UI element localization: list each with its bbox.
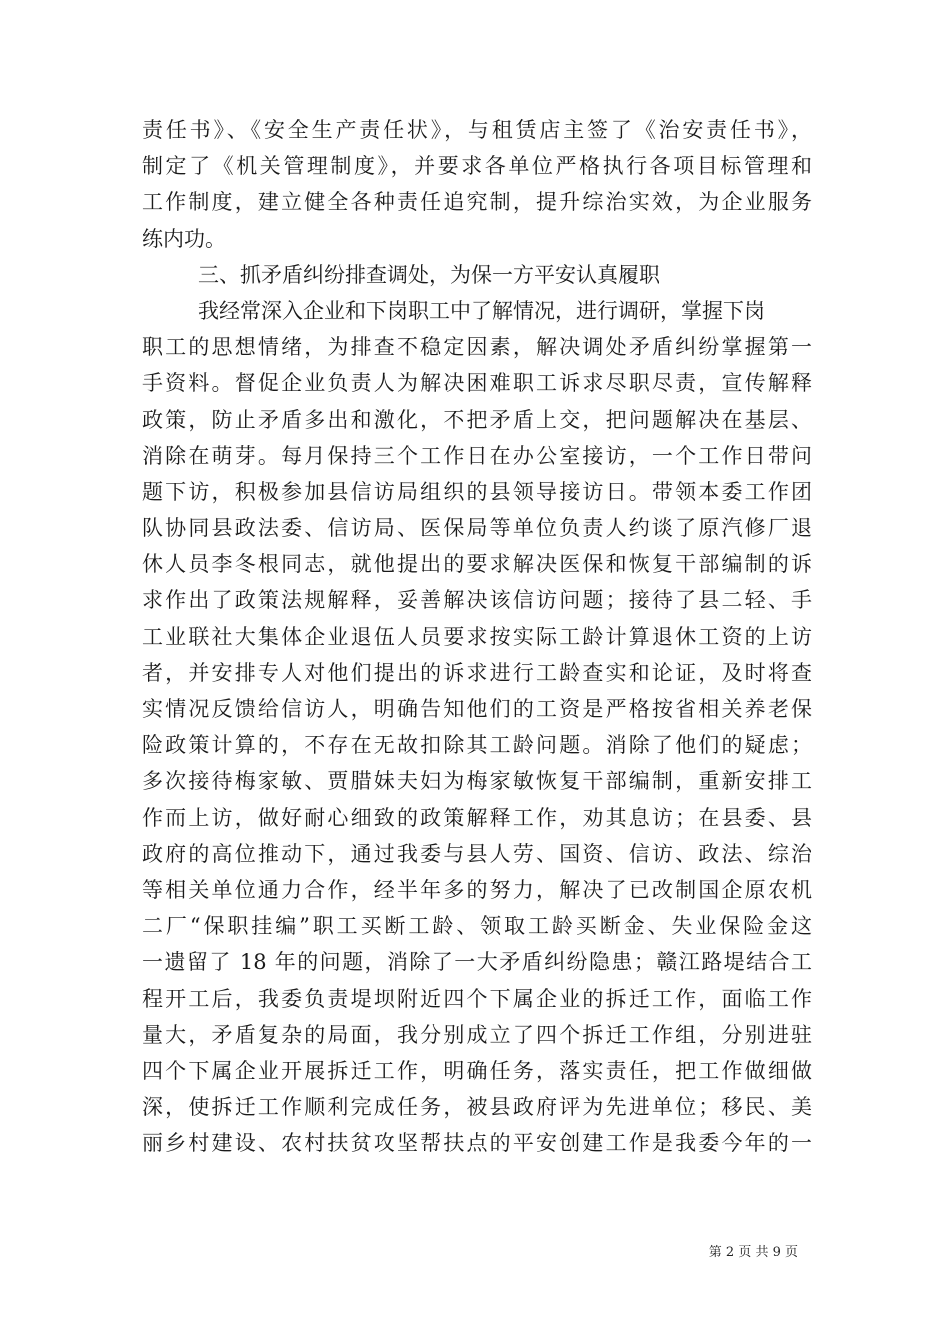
text-line: 二厂“保职挂编”职工买断工龄、领取工龄买断金、失业保险金这 xyxy=(142,914,812,939)
text-line: 程开工后，我委负责堤坝附近四个下属企业的拆迁工作，面临工作 xyxy=(142,986,812,1011)
text-line: 题下访，积极参加县信访局组织的县领导接访日。带领本委工作团 xyxy=(142,479,812,504)
text-line: 工作制度，建立健全各种责任追究制，提升综治实效，为企业服务 xyxy=(142,190,812,215)
text-line: 深，使拆迁工作顺利完成任务，被县政府评为先进单位；移民、美 xyxy=(142,1095,812,1120)
text-line: 练内功。 xyxy=(142,226,226,251)
text-line: 求作出了政策法规解释，妥善解决该信访问题；接待了县二轻、手 xyxy=(142,588,812,613)
text-line: 多次接待梅家敏、贾腊妹夫妇为梅家敏恢复干部编制，重新安排工 xyxy=(142,769,812,794)
text-line: 等相关单位通力合作，经半年多的努力，解决了已改制国企原农机 xyxy=(142,877,812,902)
text-line: 作而上访，做好耐心细致的政策解释工作，劝其息访；在县委、县 xyxy=(142,805,812,830)
text-line: 我经常深入企业和下岗职工中了解情况，进行调研，掌握下岗 xyxy=(198,298,765,323)
text-line: 消除在萌芽。每月保持三个工作日在办公室接访，一个工作日带问 xyxy=(142,443,812,468)
text-line: 工业联社大集体企业退伍人员要求按实际工龄计算退休工资的上访 xyxy=(142,624,812,649)
text-line: 休人员李冬根同志，就他提出的要求解决医保和恢复干部编制的诉 xyxy=(142,552,812,577)
text-line: 政策，防止矛盾多出和激化，不把矛盾上交，把问题解决在基层、 xyxy=(142,407,812,432)
text-line: 量大，矛盾复杂的局面，我分别成立了四个拆迁工作组，分别进驻 xyxy=(142,1022,812,1047)
text-line: 实情况反馈给信访人，明确告知他们的工资是严格按省相关养老保 xyxy=(142,697,812,721)
text-line: 职工的思想情绪，为排查不稳定因素，解决调处矛盾纠纷掌握第一 xyxy=(142,335,812,360)
text-line: 者，并安排专人对他们提出的诉求进行工龄查实和论证，及时将查 xyxy=(142,660,812,685)
section-heading: 三、抓矛盾纠纷排查调处，为保一方平安认真履职 xyxy=(198,262,660,287)
text-line: 队协同县政法委、信访局、医保局等单位负责人约谈了原汽修厂退 xyxy=(142,516,812,541)
text-line: 丽乡村建设、农村扶贫攻坚帮扶点的平安创建工作是我委今年的一 xyxy=(142,1131,812,1156)
text-line: 政府的高位推动下，通过我委与县人劳、国资、信访、政法、综治 xyxy=(142,841,812,866)
text-line: 手资料。督促企业负责人为解决困难职工诉求尽职尽责，宣传解释 xyxy=(142,371,812,396)
text-line: 责任书》、《安全生产责任状》，与租赁店主签了《治安责任书》， xyxy=(142,118,812,142)
text-line: 制定了《机关管理制度》，并要求各单位严格执行各项目标管理和 xyxy=(142,154,812,179)
page-number: 第 2 页 共 9 页 xyxy=(708,1245,798,1260)
text-line: 一遗留了 18 年的问题，消除了一大矛盾纠纷隐患；赣江路堤结合工 xyxy=(142,950,812,975)
document-body xyxy=(142,112,812,1161)
text-line: 四个下属企业开展拆迁工作，明确任务，落实责任，把工作做细做 xyxy=(142,1058,812,1083)
text-line: 险政策计算的，不存在无故扣除其工龄问题。消除了他们的疑虑； xyxy=(142,733,812,758)
